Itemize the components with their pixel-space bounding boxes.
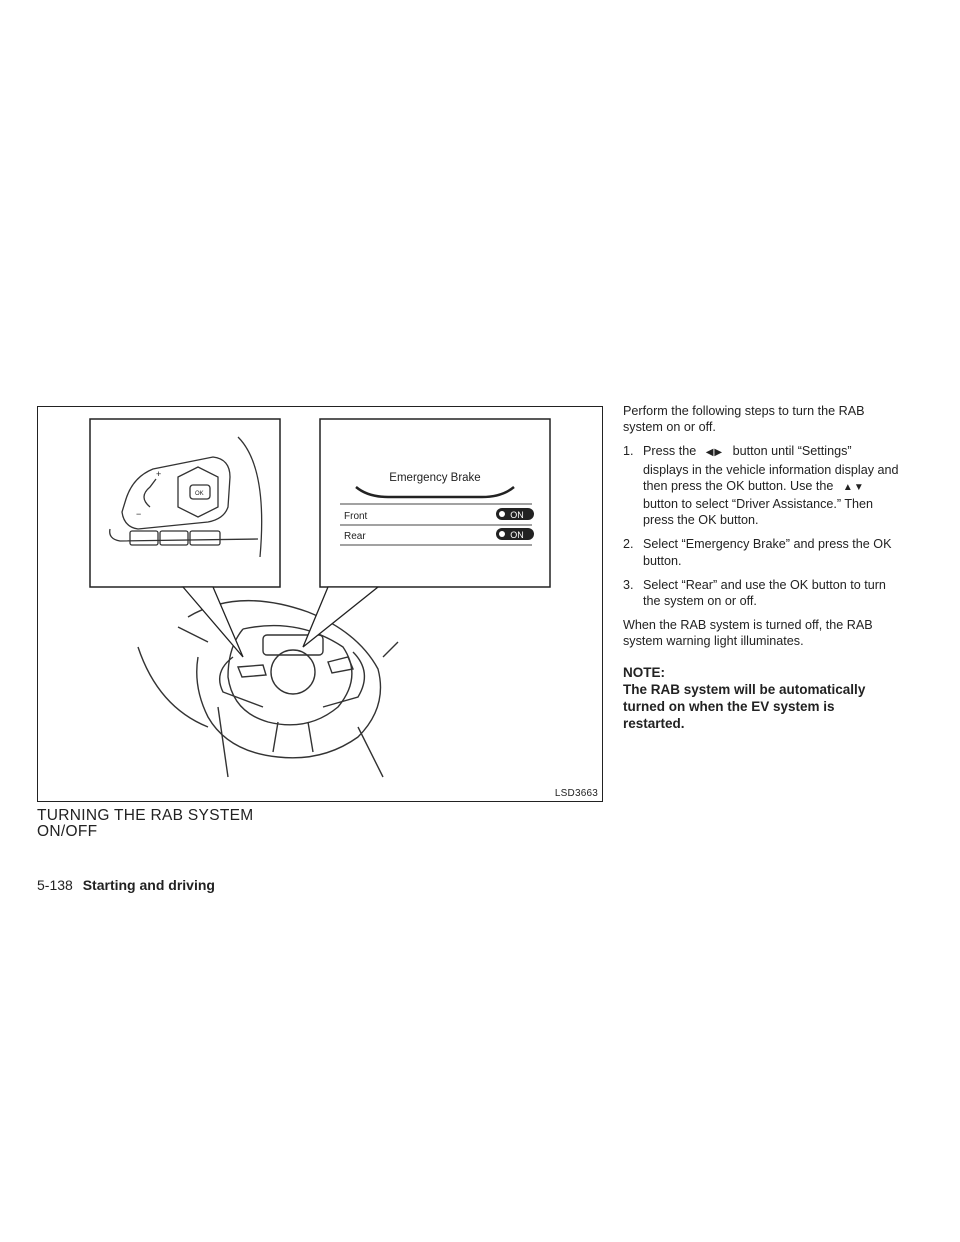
display-title: Emergency Brake: [389, 472, 481, 484]
display-row-front-label: Front: [344, 511, 368, 522]
step-1: [623, 443, 899, 528]
minus-label: −: [136, 509, 142, 519]
callout-lines: [183, 587, 378, 657]
after-steps-paragraph: When the RAB system is turned off, the RAB system warning light illuminates.: [623, 618, 873, 649]
steering-wheel-drawing: [138, 601, 398, 777]
step-3: [623, 577, 899, 609]
up-down-arrow-icon: ▲▼: [842, 481, 865, 493]
page-footer: [37, 877, 215, 893]
section-title: [37, 808, 337, 840]
display-row-rear-state: ON: [510, 530, 524, 540]
illustration-steering-switches-and-display: [37, 406, 603, 802]
figure-code: LSD3663: [554, 788, 598, 799]
plus-label: +: [156, 469, 162, 479]
step-2: [623, 536, 899, 568]
section-title-line1: TURNING THE RAB SYSTEM: [37, 807, 254, 824]
body-text-column: [623, 403, 899, 732]
step-1-text-b: button until “Settings” displays in the vehicle information display and then press the OK button. Use the: [643, 444, 899, 493]
step-number: 2.: [623, 537, 634, 552]
step-1-text-a: Press the: [643, 444, 697, 459]
section-title-line2: ON/OFF: [37, 823, 98, 840]
left-right-arrow-icon: ◀▶: [705, 447, 724, 459]
note-text: The RAB system will be automatically turned on when the EV system is restarted.: [623, 681, 866, 731]
display-row-front-state: ON: [510, 510, 524, 520]
intro-paragraph: Perform the following steps to turn the RAB system on or off.: [623, 404, 865, 435]
step-3-text: Select “Rear” and use the OK button to turn the system on or off.: [643, 577, 886, 609]
step-number: 3.: [623, 577, 634, 592]
ok-label: OK: [195, 491, 204, 497]
page-number: 5-138: [37, 877, 73, 893]
step-2-text: Select “Emergency Brake” and press the OK button.: [643, 537, 892, 568]
step-1-text-c: button to select “Driver Assistance.” Then press the OK button.: [643, 497, 874, 528]
step-number: 1.: [623, 444, 634, 459]
display-row-rear-label: Rear: [344, 531, 366, 542]
note-label: NOTE:: [623, 664, 665, 680]
illustration-drawing: [38, 407, 603, 802]
chapter-title: Starting and driving: [82, 877, 215, 893]
